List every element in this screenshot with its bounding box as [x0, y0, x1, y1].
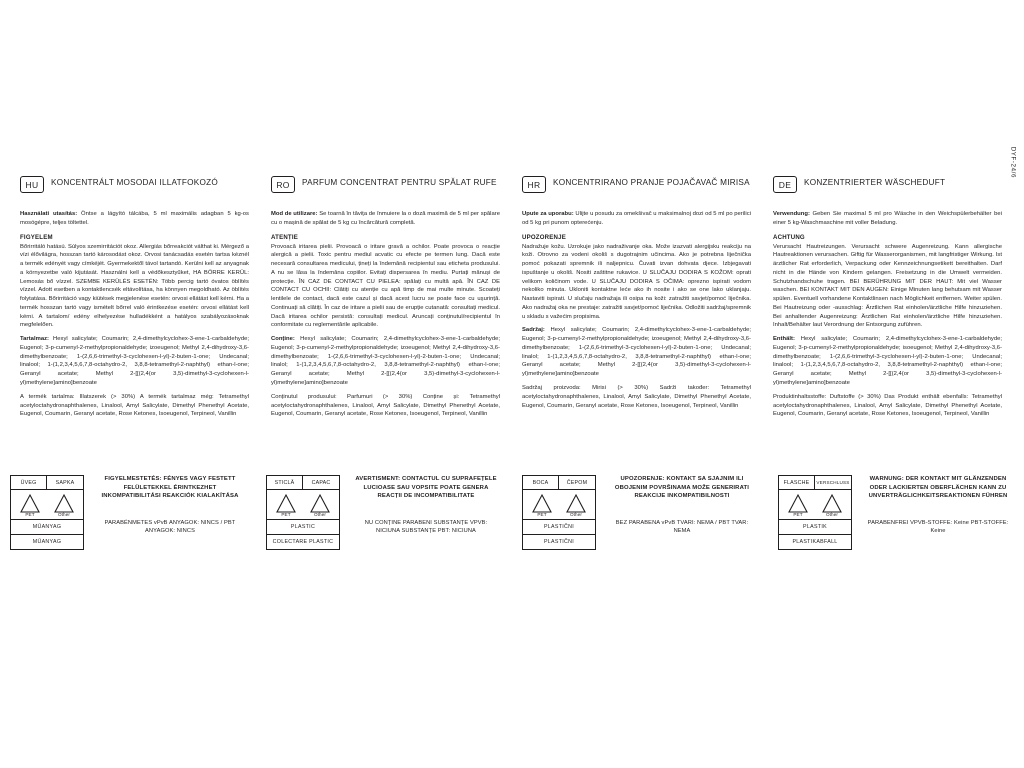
paraben-statement-hr: BEZ PARABENA vPvB TVARI: NEMA / PBT TVAR: NEMA: [615, 519, 749, 535]
ingredients-paragraph-hu: A termék tartalma: Illatszerek (> 30%) A termék tartalmaz még: Tetramethyl acetyloctahydronaphthalenes, Linalool, Amyl Salicylate, Dimethyl Phenethyl Acetate, Eugenol, Coumarin, Geranyl acetate, Rose Ketones, Isoeugenol, Terpineol, Vanillin: [20, 393, 249, 418]
recycle-triangle-icon-pet-de: [787, 493, 809, 517]
recycling-material-2-ro: COLECTARE PLASTIC: [266, 535, 340, 550]
recycling-table-hu: [10, 475, 84, 550]
product-title-ro: PARFUM CONCENTRAT PENTRU SPĂLAT RUFE: [302, 178, 497, 187]
recycle-code-pet-hr: PET: [537, 511, 547, 517]
recycling-material-1-ro: PLASTIC: [266, 520, 340, 535]
paraben-statement-de: PARABENFREI VPVB-STOFFE: Keine PBT-STOFFE: Keine: [867, 519, 1009, 535]
recycling-material-2-hr: PLASTIČNI: [522, 535, 596, 550]
recycling-head-cap-de: VERSCHLUSS: [815, 475, 852, 490]
product-title-de: KONZENTRIERTER WÄSCHEDUFT: [804, 178, 946, 187]
paraben-statement-hu: PARABÉNMETES vPvB ANYAGOK: NINCS / PBT ANYAGOK: NINCS: [104, 519, 236, 535]
recycling-head-cap-hu: SAPKA: [47, 475, 84, 490]
recycling-symbol-row-hr: [522, 490, 596, 520]
recycle-code-pet-ro: PET: [281, 511, 291, 517]
usage-paragraph-hr: [522, 210, 751, 228]
usage-text-de: Geben Sie maximal 5 ml pro Wäsche in den Weichspülerbehälter bei einer 5 kg-Waschmaschine mit voller Beladung.: [773, 211, 1002, 226]
language-header-hu: [20, 175, 249, 201]
ingredients-paragraph-hr: Sadržaj proizvoda: Mirisi (> 30%) Sadrži također: Tetramethyl acetyloctahydronaphthalenes, Linalool, Amyl Salicylate, Dimethyl Phenethyl Acetate, Eugenol, Coumarin, Geranyl acetate, Rose Ketones, Isoeugenol, Terpineol, Vanillin: [522, 385, 751, 409]
product-title-hu: KONCENTRÁLT MOSODAI ILLATFOKOZÓ: [51, 178, 218, 187]
contains-lead-hr: Sadržaj:: [522, 327, 545, 334]
surface-warning-de: [860, 475, 1012, 536]
contains-text-hu: Hexyl salicylate; Coumarin; 2,4-dimethylcyclohex-3-ene-1-carbaldehyde; Eugenol; 3-p-cumenyl-2-methylpropionaldehyde; izoeugenol; Methyl 2,4-dihydroxy-3,6-dimethylbenzoate; 1-(2,6,6-trimethyl-3-cyclohexen-l-yl)-2-buten-1-one; Undecanal; linalool; 1-(1,2,3,4,5,6,7,8-octahydro-2, 3,8,8-tetramethyl-2-naphthyl) ethan-l-one; Geranyl acetate; Methyl 2-[[(2,4(or 3,5)-dimethyl-3-cyclohexen-l-yl)methylene]amino]benzoate: [20, 336, 249, 387]
hazard-paragraph-hr: Nadražuje kožu. Uzrokuje jako nadraživanje oka. Može izazvati alergijsku reakciju na koži. Otrovno za vodeni okoliš s dugotrajnim učincima. Ako je potrebna liječnička pomoć pokazati spremnik ili naljepnicu. Čuvati izvan dohvata djece. Izbjegavati ispuštanje u okoliš. Nositi zaštitne rukavice. U SLUČAJU DODIRA S KOŽOM: oprati velikom količinom vode. U SLUČAJU DODIRA S OČIMA: oprezno ispirati vodom nekoliko minuta. Ukloniti kontaktne leće ako ih nosite i ako se one lako uklanjaju. Nastaviti ispirati. U slučaju nadražaja ili osipa na koži: zatražiti savjet/pomoć liječnika. Ako nadražaj oka ne prestaje: zatražiti savjet/pomoć liječnika. Odložiti sadržaj/spremnik u skladu s važećim propisima.: [522, 243, 751, 320]
recycle-triangle-icon-other-hr: [565, 493, 587, 517]
recycle-triangle-icon-other-de: [821, 493, 843, 517]
usage-lead-ro: Mod de utilizare:: [271, 211, 318, 217]
recycle-code-other-hu: Other: [58, 511, 70, 517]
language-code-badge-ro: RO: [271, 176, 295, 193]
ingredients-paragraph-ro: Conținutul produsului: Parfumuri (> 30%) Conține și: Tetramethyl acetyloctahydronaphthalenes, Linalool, Amyl Salicylate, Dimethyl Phenethyl Acetate, Eugenol, Coumarin, Geranyl acetate, Rose Ketones, Isoeugenol, Terpineol, Vanillin: [271, 393, 500, 418]
language-header-de: [773, 175, 1002, 201]
contains-text-ro: Hexyl salicylate; Coumarin; 2,4-dimethylcyclohex-3-ene-1-carbaldehyde; Eugenol; 3-p-cumenyl-2-methylpropionaldehyde; izoeugenol; Methyl 2,4-dihydroxy-3,6-dimethylbenzoate; 1-(2,6,6-trimethyl-3-cyclohexen-l-yl)-2-buten-1-one; Undecanal; linalol; 1-(1,2,3,4,5,6,7,8-octahydro-2, 3,8,8-tetramethyl-2-naphthyl) ethan-l-one; Geranyl acetate; Methyl 2-[[(2,4(or 3,5)-dimethyl-3-cyclohexen-l-yl)methylene]amino]benzoate: [271, 336, 500, 387]
recycling-symbol-row-hu: [10, 490, 84, 520]
recycling-head-cap-ro: CAPAC: [303, 475, 340, 490]
contains-paragraph-ro: [271, 335, 500, 388]
surface-warning-ro: [348, 475, 500, 536]
language-code-badge-hr: HR: [522, 176, 546, 193]
contains-paragraph-de: [773, 335, 1002, 388]
recycling-table-de: [778, 475, 852, 550]
usage-paragraph-ro: [271, 210, 500, 228]
recycle-code-pet-hu: PET: [25, 511, 35, 517]
warning-heading-hr: UPOZORENJE: [522, 233, 566, 241]
recycle-code-pet-de: PET: [793, 511, 803, 517]
hazard-paragraph-hu: Bőrirritáló hatású. Súlyos szemirritációt okoz. Allergiás bőrreakciót válthat ki. Mérgező a vízi élővilágra, hosszan tartó károsodást okoz. Orvosi tanácsadás esetén tartsa kéznél a termék edényét vagy címkéjét. Gyermekektől távol tartandó. Kerülni kell az anyagnak a környezetbe való kijutását. Használni kell a védőkesztyűket, HA BŐRRE KERÜL: Lemosás bő vízzel. SZEMBE KERÜLÉS ESETÉN: Több percig tartó óvatos öblítés vízzel. Adott esetben a kontaktlencsék eltávolítása, ha könnyen megoldható. Az öblítés folytatása. Bőrirritáció vagy kiütések megjelenése esetén: orvosi ellátást kell kérni. Ha a termék hosszan tartó vagy ismételt bőrrel való érintkezése esetén: orvosi ellátást kell kérni. A tartalom/ edény elhelyezése hulladékként a hatályos szabályozásoknak megfelelően.: [20, 243, 249, 329]
usage-lead-hu: Használati utasítás:: [20, 211, 78, 217]
recycling-head-bottle-ro: STICLĂ: [266, 475, 303, 490]
artwork-code: DYF-24/6: [1009, 146, 1016, 178]
contains-paragraph-hu: [20, 335, 249, 388]
recycling-block-de: [768, 475, 1024, 595]
recycling-header-row-de: [778, 475, 852, 490]
contains-lead-hu: Tartalmaz:: [20, 336, 49, 343]
language-header-ro: [271, 175, 500, 201]
recycling-warning-row: [0, 475, 1024, 595]
recycling-header-row-ro: [266, 475, 340, 490]
usage-lead-hr: Upute za uporabu:: [522, 211, 574, 217]
recycling-head-bottle-hr: BOCA: [522, 475, 559, 490]
hazard-paragraph-ro: Provoacă iritarea pielii. Provoacă o iritare gravă a ochilor. Poate provoca o reacție alergică a pielii. Toxic pentru mediul acvatic cu efecte pe termen lung. Dacă este necesară consultarea medicului, țineți la îndemână recipientul sau eticheta produsului. A nu se lăsa la îndemâna copiilor. Evitați dispersarea în mediu. Purtați mănuși de protecție. ÎN CAZ DE CONTACT CU PIELEA: spălați cu multă apă. ÎN CAZ DE CONTACT CU OCHII: Clătiți cu atenție cu apă timp de mai multe minute. Scoateți lentilele de contact, dacă este cazul și dacă acest lucru se poate face cu ușurință. Continuați să clătiți. În caz de iritare a pielii sau de erupție cutanată: consultați medicul. Dacă iritarea ochilor persistă: consultați medicul. Aruncați conținutul/recipientul în conformitate cu reglementările aplicabile.: [271, 243, 500, 329]
ingredients-paragraph-de: Produktinhaltsstoffe: Duftstoffe (> 30%) Das Produkt enthält ebenfalls: Tetramethyl acetyloctahydronaphthalenes, Linalool, Amyl Salicylate, Dimethyl Phenethyl Acetate, Eugenol, Coumarin, Geranyl acetate, Rose Ketones, Isoeugenol, Terpineol, Vanillin: [773, 393, 1002, 418]
recycling-symbol-row-de: [778, 490, 852, 520]
contains-text-hr: Hexyl salicylate; Coumarin; 2,4-dimethylcyclohex-3-ene-1-carbaldehyde; Eugenol; 3-p-cumenyl-2-methylpropionaldehyde; izoeugenol; Methyl 2,4-dihydroxy-3,6-dimethylbenzoate; 1-(2,6,6-trimethyl-3-cyclohexen-l-yl)-2-buten-1-one; Undecanal; linalol; 1-(1,2,3,4,5,6,7,8-octahydro-2, 3,8,8-tetramethyl-2-naphthyl) ethan-l-one; Geranyl acetate; Methyl 2-[[(2,4(or 3,5)-dimethyl-3-cyclohexen-l-yl)methylene]amino]benzoate: [522, 327, 751, 378]
recycling-head-bottle-de: FLASCHE: [778, 475, 815, 490]
usage-lead-de: Verwendung:: [773, 211, 810, 217]
recycling-material-1-hu: MŰANYAG: [10, 520, 84, 535]
language-code-badge-de: DE: [773, 176, 797, 193]
surface-warning-title-hr: UPOZORENJE: KONTAKT SA SJAJNIM ILI OBOJENIM POVRŠINAMA MOŽE GENERIRATI REAKCIJE INKOMPATIBILNOSTI: [614, 476, 750, 500]
recycling-head-cap-hr: ČEPOM: [559, 475, 596, 490]
warning-heading-ro: ATENȚIE: [271, 233, 299, 241]
surface-warning-title-de: WARNUNG: DER KONTAKT MIT GLÄNZENDEN ODER LACKIERTEN OBERFLÄCHEN KANN ZU UNVERTRÄGLICHKEITSREAKTIONEN FÜHREN: [868, 476, 1008, 500]
usage-text-hr: Ulijte u posudu za omekšivač u maksimalnoj dozi od 5 ml po perilici od 5 kg pri punom opterećenju.: [522, 211, 751, 226]
recycle-triangle-icon-pet-hr: [531, 493, 553, 517]
usage-text-hu: Öntse a lágyító tálcába, 5 ml maximális adagban 5 kg-os mosógépre, teljes töltettel.: [20, 211, 249, 226]
recycling-header-row-hr: [522, 475, 596, 490]
warning-heading-hu: FIGYELEM: [20, 233, 53, 241]
contains-lead-ro: Conține:: [271, 336, 295, 343]
recycle-code-other-de: Other: [826, 511, 838, 517]
recycling-material-2-de: PLASTIKABFALL: [778, 535, 852, 550]
recycling-head-bottle-hu: ÜVEG: [10, 475, 47, 490]
paraben-statement-ro: NU CONȚINE PARABENI SUBSTANȚE VPVB: NICIUNA SUBSTANȚE PBT: NICIUNA: [364, 519, 488, 535]
recycle-triangle-icon-other-ro: [309, 493, 331, 517]
recycle-code-other-ro: Other: [314, 511, 326, 517]
usage-paragraph-de: [773, 210, 1002, 228]
hazard-paragraph-de: Verursacht Hautreizungen. Verursacht schwere Augenreizung. Kann allergische Hautreaktionen verursachen. Giftig für Wasserorganismen, mit langfristiger Wirkung. Ist ärztlicher Rat erforderlich, Verpackung oder Kennzeichnungsetikett bereithalten. Darf nicht in die Hände von Kindern gelangen. Freisetzung in die Umwelt vermeiden. Schutzhandschuhe tragen. BEI BERÜHRUNG MIT DER HAUT: Mit viel Wasser waschen. BEI KONTAKT MIT DEN AUGEN: Einige Minuten lang behutsam mit Wasser spülen. Eventuell vorhandene Kontaktlinsen nach Möglichkeit entfernen. Weiter spülen. Bei Hautreizung oder -ausschlag: Ärztlichen Rat einholen/ärztliche Hilfe hinzuziehen. Bei anhaltender Augenreizung: Ärztlichen Rat einholen/ärztliche Hilfe hinzuziehen. Inhalt/Behälter laut Verordnung der Entsorgung zuführen.: [773, 243, 1002, 329]
contains-lead-de: Enthält:: [773, 336, 795, 343]
recycle-code-other-hr: Other: [570, 511, 582, 517]
recycle-triangle-icon-pet-hu: [19, 493, 41, 517]
surface-warning-title-hu: FIGYELMESTETÉS: FÉNYES VAGY FESTETT FELÜLETEKKEL ÉRINTKEZHET INKOMPATIBILITÁSI REAKCIÓK KIALAKÍTÁSA: [101, 476, 239, 500]
recycling-block-ro: [256, 475, 512, 595]
recycle-triangle-icon-pet-ro: [275, 493, 297, 517]
usage-paragraph-hu: [20, 210, 249, 228]
recycling-header-row-hu: [10, 475, 84, 490]
surface-warning-hr: [604, 475, 756, 536]
warning-heading-de: ACHTUNG: [773, 233, 805, 241]
recycle-triangle-icon-other-hu: [53, 493, 75, 517]
recycling-symbol-row-ro: [266, 490, 340, 520]
recycling-block-hr: [512, 475, 768, 595]
product-title-hr: KONCENTRIRANO PRANJE POJAČAVAČ MIRISA: [553, 178, 750, 187]
contains-paragraph-hr: [522, 326, 751, 379]
surface-warning-title-ro: AVERTISMENT: CONTACTUL CU SUPRAFEȚELE LUCIOASE SAU VOPSITE POATE GENERA REACȚII DE INCOMPATIBILITATE: [355, 476, 497, 500]
recycling-material-1-hr: PLASTIČNI: [522, 520, 596, 535]
language-header-hr: [522, 175, 751, 201]
recycling-table-ro: [266, 475, 340, 550]
contains-text-de: Hexyl salicylate; Coumarin; 2,4-dimethylcyclohex-3-ene-1-carbaldehyde; Eugenol; 3-p-cumenyl-2-methylpropionaldehyde; isoeugenol; Methyl 2,4-dihydroxy-3,6-dimethylbenzoate; 1-(2,6,6-trimethyl-3-cyclohexen-l-yl)-2-buten-1-one; Undecanal; linalool; 1-(1,2,3,4,5,6,7,8-octahydro-2, 3,8,8-tetramethyl-2-naphthyl) ethan-l-one; Geranyl acetate; Methyl 2-[[(2,4(or 3,5)-dimethyl-3-cyclohexen-l-yl)methylene]amino]benzoate: [773, 336, 1002, 387]
language-code-badge-hu: HU: [20, 176, 44, 193]
surface-warning-hu: [92, 475, 244, 536]
recycling-material-2-hu: MŰANYAG: [10, 535, 84, 550]
recycling-table-hr: [522, 475, 596, 550]
usage-text-ro: Se toarnă în tăvița de înmuiere la o doză maximă de 5 ml per spălare cu o mașină de spălat de 5 kg cu încărcătură completă.: [271, 211, 500, 226]
recycling-block-hu: [0, 475, 256, 595]
recycling-material-1-de: PLASTIK: [778, 520, 852, 535]
